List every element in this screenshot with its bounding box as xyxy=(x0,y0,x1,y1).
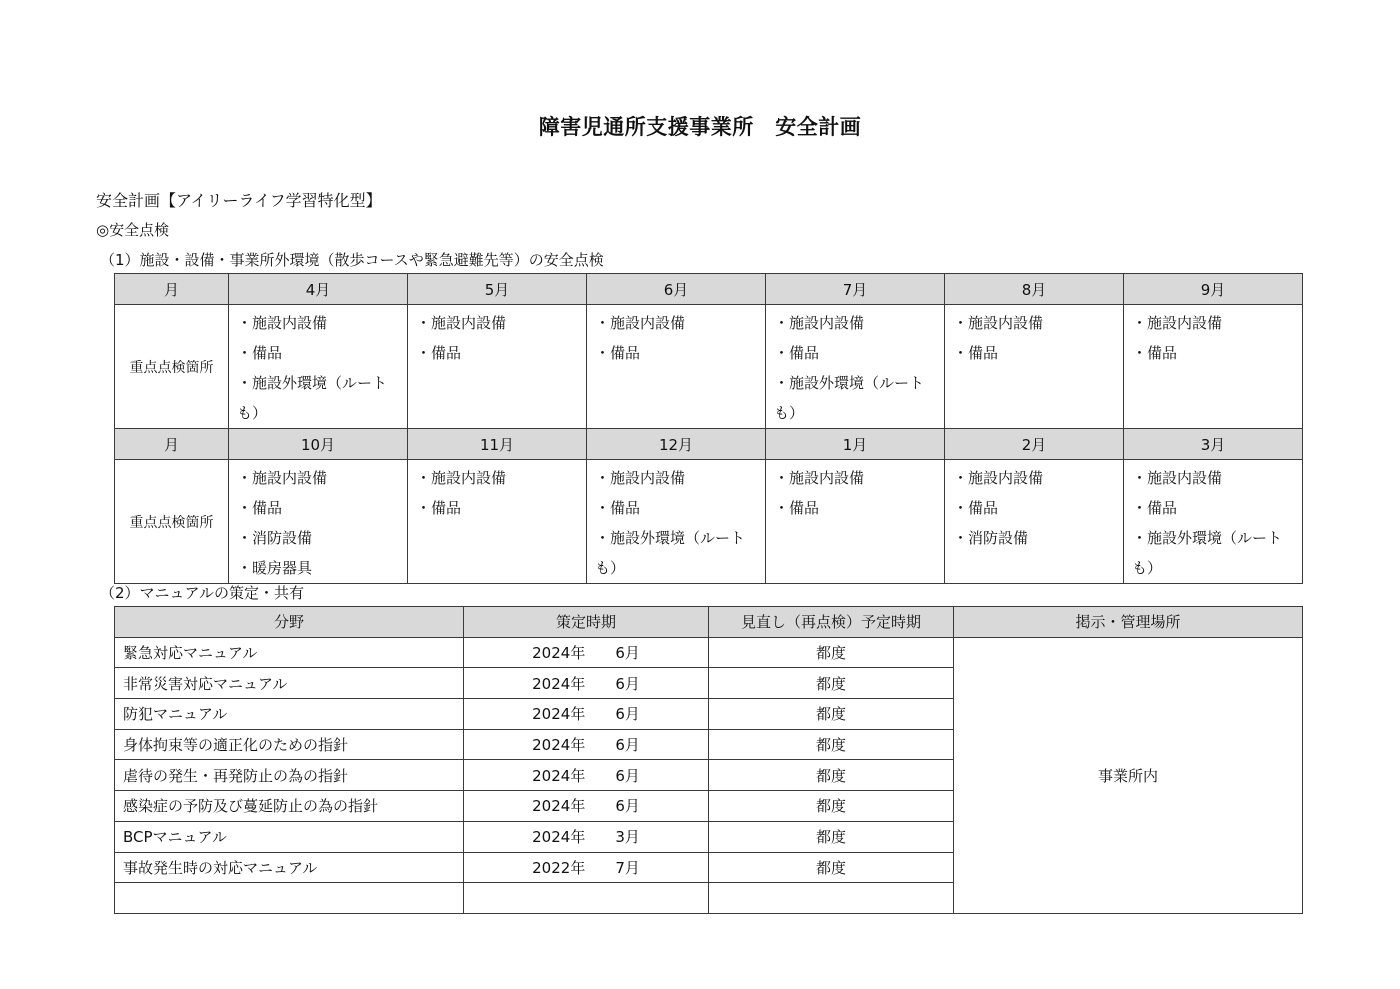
inspection-items-cell xyxy=(766,305,945,429)
manual-date: 2024年 6月 xyxy=(464,791,709,822)
inspection-item: ・施設内設備 xyxy=(774,469,865,487)
inspection-items-cell xyxy=(587,460,766,584)
month-header: 6月 xyxy=(587,274,766,305)
inspection-item: ・施設内設備 xyxy=(595,314,686,332)
manuals-column-header: 分野 xyxy=(115,607,464,638)
manual-date: 2024年 6月 xyxy=(464,668,709,699)
month-label: 月 xyxy=(115,274,229,305)
manual-name: 感染症の予防及び蔓延防止の為の指針 xyxy=(115,791,464,822)
manual-date: 2022年 7月 xyxy=(464,852,709,883)
manual-review: 都度 xyxy=(709,637,954,668)
inspection-item: ・施設内設備 xyxy=(416,314,507,332)
manuals-column-header: 策定時期 xyxy=(464,607,709,638)
inspection-item: ・備品 xyxy=(1132,344,1178,362)
manual-name: 緊急対応マニュアル xyxy=(115,637,464,668)
month-header: 11月 xyxy=(408,429,587,460)
inspection-items-cell xyxy=(1124,460,1303,584)
manual-date: 2024年 6月 xyxy=(464,699,709,730)
manual-review: 都度 xyxy=(709,668,954,699)
inspection-items-cell xyxy=(945,460,1124,584)
manual-review: 都度 xyxy=(709,729,954,760)
inspection-items-cell xyxy=(1124,305,1303,429)
inspection-items-cell xyxy=(408,305,587,429)
manual-name: BCPマニュアル xyxy=(115,821,464,852)
manuals-column-header: 掲示・管理場所 xyxy=(954,607,1303,638)
month-header-row xyxy=(115,274,1303,305)
manuals-header-row xyxy=(115,607,1303,638)
inspection-items-cell xyxy=(229,305,408,429)
inspection-item: ・備品 xyxy=(953,499,999,517)
manual-name: 非常災害対応マニュアル xyxy=(115,668,464,699)
inspection-item: ・備品 xyxy=(237,499,283,517)
manuals-column-header: 見直し（再点検）予定時期 xyxy=(709,607,954,638)
section1-heading: （1）施設・設備・事業所外環境（散歩コースや緊急避難先等）の安全点検 xyxy=(100,251,604,269)
inspection-item: ・備品 xyxy=(595,499,641,517)
manual-date: 2024年 6月 xyxy=(464,729,709,760)
manual-date: 2024年 3月 xyxy=(464,821,709,852)
month-header: 12月 xyxy=(587,429,766,460)
inspection-items-cell xyxy=(766,460,945,584)
month-header-row xyxy=(115,429,1303,460)
manual-row xyxy=(115,637,1303,668)
inspection-items-cell xyxy=(408,460,587,584)
inspection-item: ・施設内設備 xyxy=(1132,314,1223,332)
inspection-item: ・施設外環境（ルートも） xyxy=(774,374,925,422)
manual-review: 都度 xyxy=(709,852,954,883)
inspection-item: ・消防設備 xyxy=(237,529,313,547)
month-header: 9月 xyxy=(1124,274,1303,305)
inspection-item: ・施設内設備 xyxy=(1132,469,1223,487)
inspection-item: ・備品 xyxy=(774,499,820,517)
inspection-item: ・備品 xyxy=(953,344,999,362)
manual-name: 虐待の発生・再発防止の為の指針 xyxy=(115,760,464,791)
manual-review: 都度 xyxy=(709,760,954,791)
inspection-row-label: 重点点検箇所 xyxy=(115,305,229,429)
month-header: 8月 xyxy=(945,274,1124,305)
manual-review: 都度 xyxy=(709,699,954,730)
manual-date xyxy=(464,883,709,914)
inspection-item: ・備品 xyxy=(595,344,641,362)
inspection-item: ・施設内設備 xyxy=(774,314,865,332)
inspection-items-cell xyxy=(945,305,1124,429)
inspection-item: ・暖房器具 xyxy=(237,559,313,577)
inspection-items-cell xyxy=(587,305,766,429)
document-title: 障害児通所支援事業所 安全計画 xyxy=(538,115,862,139)
inspection-items-cell xyxy=(229,460,408,584)
month-header: 7月 xyxy=(766,274,945,305)
month-header: 10月 xyxy=(229,429,408,460)
inspection-item: ・施設外環境（ルートも） xyxy=(595,529,746,577)
manual-date: 2024年 6月 xyxy=(464,637,709,668)
inspection-item: ・備品 xyxy=(1132,499,1178,517)
month-header: 5月 xyxy=(408,274,587,305)
manual-date: 2024年 6月 xyxy=(464,760,709,791)
month-label: 月 xyxy=(115,429,229,460)
manual-review: 都度 xyxy=(709,791,954,822)
inspection-row-label: 重点点検箇所 xyxy=(115,460,229,584)
plan-heading: 安全計画【アイリーライフ学習特化型】 xyxy=(96,191,382,210)
inspection-item: ・備品 xyxy=(416,499,462,517)
inspection-item: ・施設内設備 xyxy=(237,314,328,332)
inspection-item: ・備品 xyxy=(416,344,462,362)
inspection-item: ・施設内設備 xyxy=(416,469,507,487)
month-header: 3月 xyxy=(1124,429,1303,460)
inspection-item: ・施設内設備 xyxy=(237,469,328,487)
month-header: 4月 xyxy=(229,274,408,305)
month-header: 2月 xyxy=(945,429,1124,460)
manual-review: 都度 xyxy=(709,821,954,852)
inspection-items-row xyxy=(115,305,1303,429)
manual-location: 事業所内 xyxy=(954,637,1303,913)
manuals-table xyxy=(114,606,1303,914)
inspection-item: ・施設内設備 xyxy=(953,314,1044,332)
manual-name: 防犯マニュアル xyxy=(115,699,464,730)
inspection-item: ・施設内設備 xyxy=(595,469,686,487)
inspection-item: ・備品 xyxy=(237,344,283,362)
manual-review xyxy=(709,883,954,914)
section2-heading: （2）マニュアルの策定・共有 xyxy=(100,584,304,602)
inspection-table xyxy=(114,273,1303,584)
inspection-items-row xyxy=(115,460,1303,584)
inspection-item: ・備品 xyxy=(774,344,820,362)
inspection-item: ・消防設備 xyxy=(953,529,1029,547)
manual-name: 事故発生時の対応マニュアル xyxy=(115,852,464,883)
inspection-item: ・施設外環境（ルートも） xyxy=(237,374,388,422)
month-header: 1月 xyxy=(766,429,945,460)
manual-name xyxy=(115,883,464,914)
safety-check-heading: ◎安全点検 xyxy=(96,221,170,239)
inspection-item: ・施設内設備 xyxy=(953,469,1044,487)
inspection-item: ・施設外環境（ルートも） xyxy=(1132,529,1283,577)
manual-name: 身体拘束等の適正化のための指針 xyxy=(115,729,464,760)
